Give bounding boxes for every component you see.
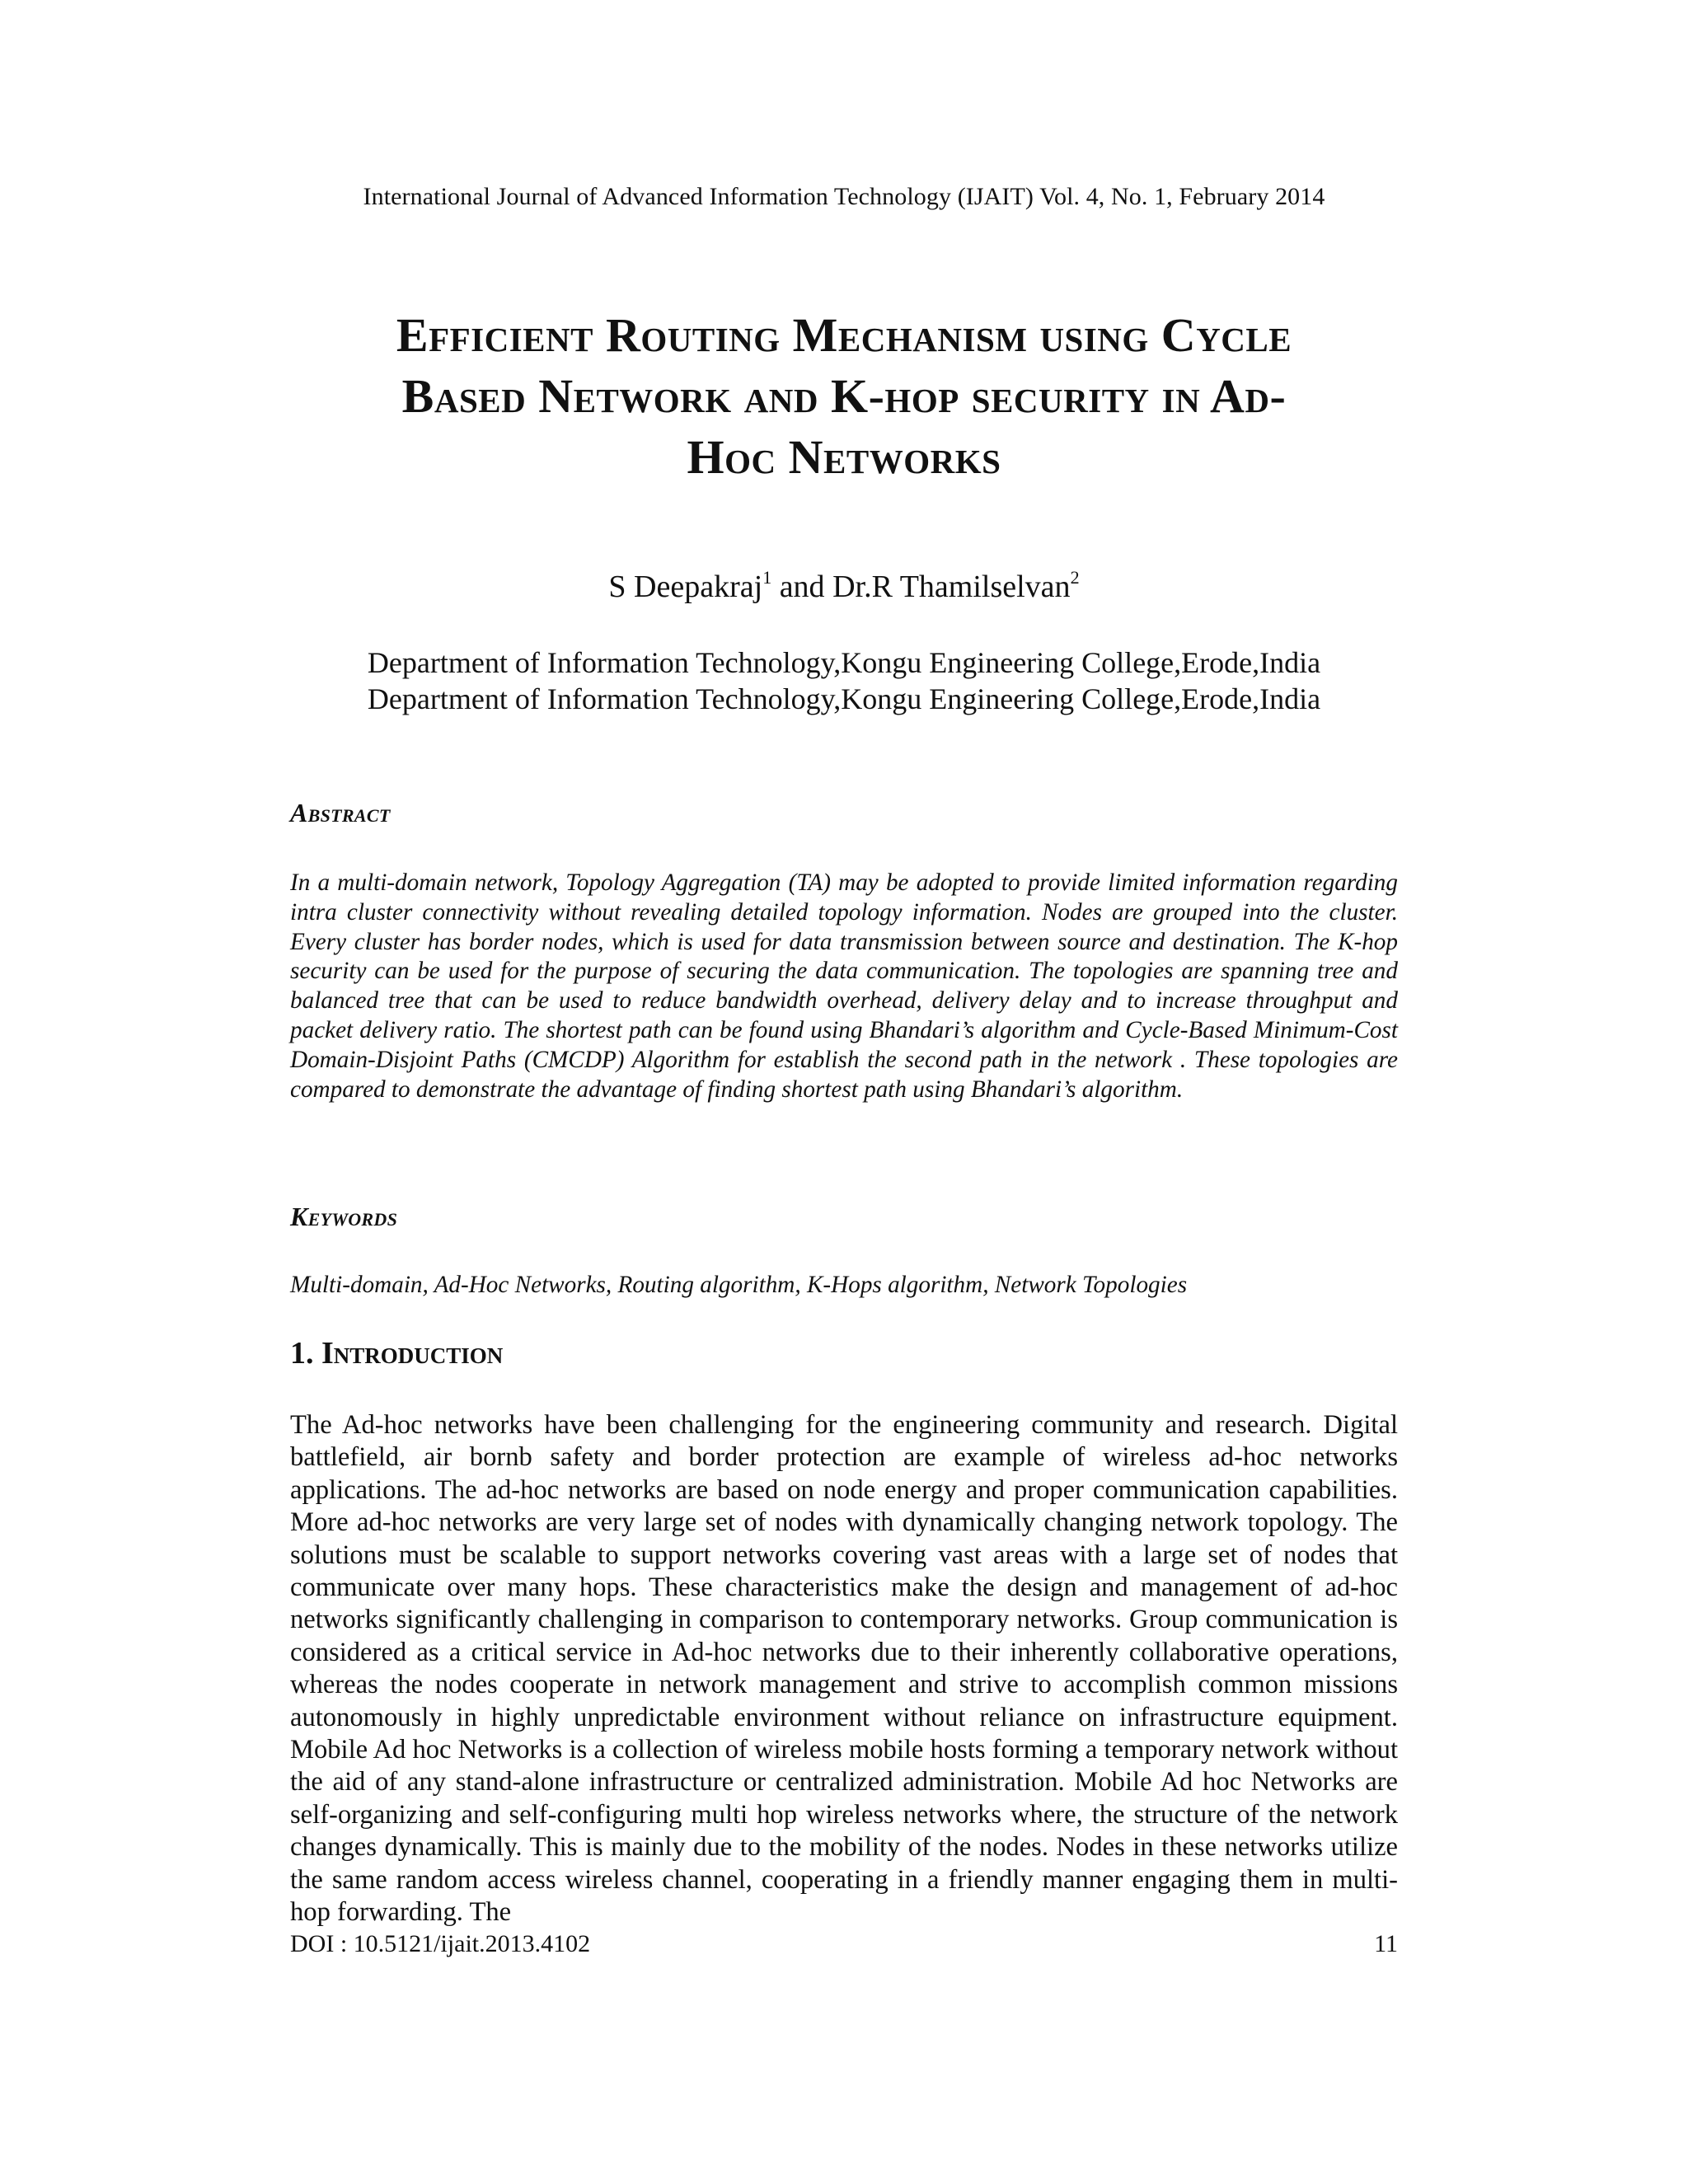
introduction-text: The Ad-hoc networks have been challenging for the engineering community and research. Digital battlefield, air bornb safety and border protection are example of wireless ad-hoc networks applications. The ad-hoc networks are based on node energy and proper communication capabilities. More ad-hoc networks are very large set of nodes with dynamically changing network topology. The solutions must be scalable to support networks covering vast areas with a large set of nodes that communicate over many hops. These characteristics make the design and management of ad-hoc networks significantly challenging in comparison to contemporary networks. Group communication is considered as a critical service in Ad-hoc networks due to their inherently collaborative operations, whereas the nodes cooperate in network management and strive to accomplish common missions autonomously in highly unpredictable environment without reliance on infrastructure equipment. Mobile Ad hoc Networks is a collection of wireless mobile hosts forming a temporary network without the aid of any stand-alone infrastructure or centralized administration. Mobile Ad hoc Networks are self-organizing and self-configuring multi hop wireless networks where, the structure of the network changes dynamically. This is mainly due to the mobility of the nodes. Nodes in these networks utilize the same random access wireless channel, cooperating in a friendly manner engaging them in multi-hop forwarding. The — [290, 1410, 1398, 1928]
keywords-heading: Keywords — [290, 1202, 398, 1231]
title-line-3: Hoc Networks — [687, 430, 1001, 484]
keywords-text: Multi-domain, Ad-Hoc Networks, Routing algorithm, K-Hops algorithm, Network Topologies — [290, 1272, 1188, 1298]
affiliation-2: Department of Information Technology,Kongu Engineering College,Erode,India — [367, 682, 1321, 715]
page-number: 11 — [1374, 1930, 1398, 1957]
introduction-heading: 1. Introduction — [290, 1336, 504, 1371]
title-line-1: Efficient Routing Mechanism using Cycle — [396, 308, 1292, 362]
author-2-affiliation-marker: 2 — [1070, 567, 1080, 588]
affiliations — [0, 644, 1688, 717]
author-2-name: Dr.R Thamilselvan — [832, 569, 1071, 604]
author-1-name: S Deepakraj — [608, 569, 763, 604]
abstract-heading: Abstract — [290, 798, 391, 827]
author-line — [0, 569, 1688, 605]
affiliation-1: Department of Information Technology,Kongu Engineering College,Erode,India — [367, 646, 1321, 679]
title-line-2: Based Network and K-hop security in Ad- — [401, 369, 1287, 423]
footer-doi: DOI : 10.5121/ijait.2013.4102 — [290, 1930, 591, 1957]
journal-running-header: International Journal of Advanced Information Technology (IJAIT) Vol. 4, No. 1, February 2014 — [363, 183, 1325, 210]
author-1-affiliation-marker: 1 — [762, 567, 772, 588]
author-connector: and — [771, 569, 833, 604]
paper-title — [247, 305, 1441, 488]
abstract-text: In a multi-domain network, Topology Aggregation (TA) may be adopted to provide limited information regarding intra cluster connectivity without revealing detailed topology information. Nodes are grouped into the cluster. Every cluster has border nodes, which is used for data transmission between source and destination. The K-hop security can be used for the purpose of securing the data communication. The topologies are spanning tree and balanced tree that can be used to reduce bandwidth overhead, delivery delay and to increase throughput and packet delivery ratio. The shortest path can be found using Bhandari’s algorithm and Cycle-Based Minimum-Cost Domain-Disjoint Paths (CMCDP) Algorithm for establish the second path in the network . These topologies are compared to demonstrate the advantage of finding shortest path using Bhandari’s algorithm. — [290, 869, 1398, 1103]
